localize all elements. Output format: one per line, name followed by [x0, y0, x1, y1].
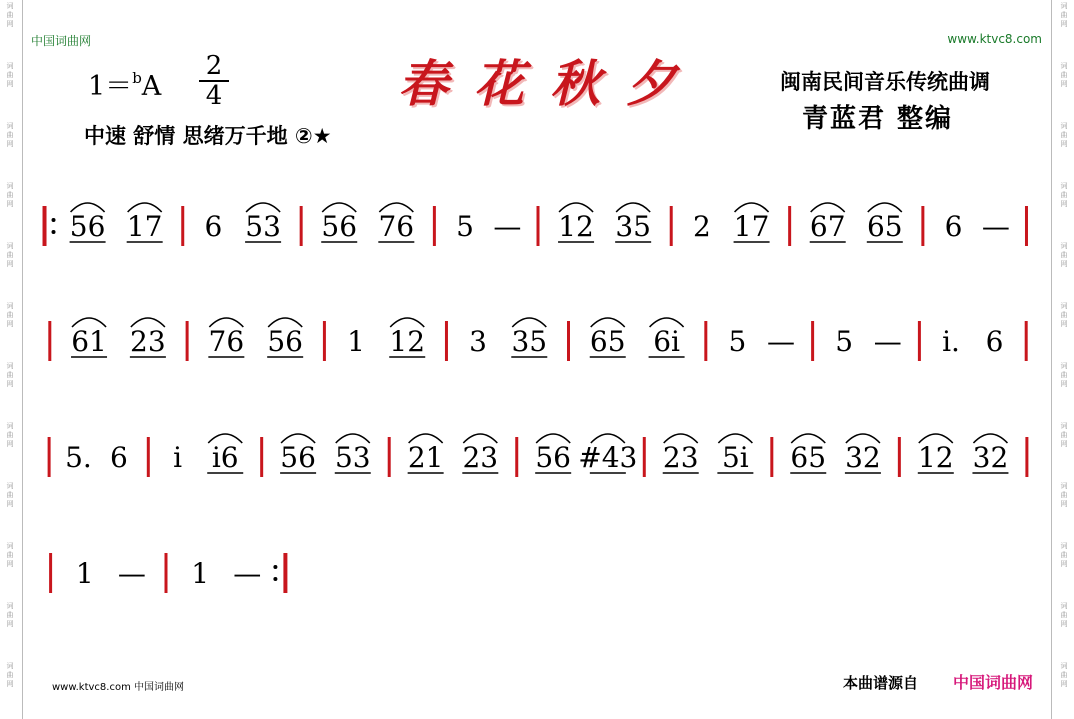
song-arranger: 青蓝君 整编: [802, 104, 954, 134]
song-title: 春花秋夕: [398, 54, 702, 113]
note: 3: [469, 325, 487, 358]
watermark-mark: 词 曲 网: [6, 482, 14, 508]
note: —: [981, 210, 1010, 243]
note: 65: [589, 325, 626, 358]
note: 1: [75, 557, 94, 590]
note: 56: [69, 210, 106, 243]
song-origin: 闽南民间音乐传统曲调: [780, 70, 990, 94]
note: —: [493, 210, 522, 243]
score-line: [45, 203, 1027, 246]
note: 12: [389, 325, 426, 358]
note: —: [767, 325, 796, 358]
watermark-mark: 词 曲 网: [6, 602, 14, 628]
note: 5i: [721, 441, 749, 474]
site-url-top-right: www.ktvc8.com: [947, 32, 1042, 46]
repeat-dot: [273, 565, 277, 569]
note: 12: [917, 441, 954, 474]
watermark-mark: 词 曲 网: [6, 302, 14, 328]
note: 35: [615, 210, 651, 243]
key-note: A: [141, 71, 162, 102]
note: i6: [211, 441, 239, 474]
repeat-dot: [273, 577, 277, 581]
watermark-mark: 词 曲 网: [6, 542, 14, 568]
note: 76: [378, 210, 415, 243]
note: 32: [845, 441, 881, 474]
watermark-mark: 词 曲 网: [6, 362, 14, 388]
note: 5: [835, 325, 854, 358]
watermark-mark: 词 曲 网: [1060, 422, 1068, 448]
note: 1: [347, 325, 365, 358]
note: 17: [733, 210, 770, 243]
note: 53: [245, 210, 281, 243]
watermark-mark: 词 曲 网: [1060, 602, 1068, 628]
note: 56: [321, 210, 358, 243]
time-signature-bottom: 4: [205, 81, 223, 111]
note: i.: [942, 325, 960, 358]
note: 12: [558, 210, 594, 243]
note: 6i: [653, 325, 680, 358]
key-accidental: b: [132, 69, 142, 87]
note: 65: [790, 441, 827, 474]
note: 32: [972, 441, 1009, 474]
note: —: [873, 325, 902, 358]
watermark-mark: 词 曲 网: [6, 242, 14, 268]
watermark-mark: 词 曲 网: [6, 62, 14, 88]
note: 6: [110, 441, 128, 474]
watermark-mark: 词 曲 网: [1060, 482, 1068, 508]
watermark-mark: 词 曲 网: [6, 182, 14, 208]
note: 6: [944, 210, 963, 243]
note: i: [173, 441, 183, 474]
watermark-mark: 词 曲 网: [6, 2, 14, 28]
note: 56: [535, 441, 572, 474]
score-line: [49, 434, 1027, 477]
watermark-mark: 词 曲 网: [6, 422, 14, 448]
note: 21: [407, 441, 444, 474]
footer-site: www.ktvc8.com 中国词曲网: [52, 682, 185, 693]
note: 23: [130, 325, 166, 358]
note: 76: [208, 325, 245, 358]
note: #43: [578, 441, 638, 474]
note: 65: [866, 210, 903, 243]
note: 67: [809, 210, 846, 243]
watermark-mark: 词 曲 网: [1060, 362, 1068, 388]
watermark-mark: 词 曲 网: [1060, 182, 1068, 208]
note: 5.: [65, 441, 92, 474]
note: 5: [728, 325, 747, 358]
note: 2: [692, 210, 711, 243]
note: 53: [334, 441, 371, 474]
watermark-mark: 词 曲 网: [1060, 662, 1068, 688]
watermark-mark: 词 曲 网: [6, 662, 14, 688]
watermark-mark: 词 曲 网: [1060, 2, 1068, 28]
watermark-mark: 词 曲 网: [1060, 62, 1068, 88]
watermark-mark: 词 曲 网: [1060, 302, 1068, 328]
source-label: 本曲谱源自: [843, 674, 919, 692]
score-line: [51, 553, 286, 593]
watermark-mark: 词 曲 网: [1060, 242, 1068, 268]
note: —: [233, 557, 262, 590]
time-signature-top: 2: [205, 51, 223, 81]
note: 17: [126, 210, 163, 243]
site-name-top-left: 中国词曲网: [31, 34, 92, 48]
note: 6: [985, 325, 1004, 358]
repeat-dot: [52, 230, 56, 234]
note: 6: [204, 210, 223, 243]
note: —: [117, 557, 146, 590]
tempo-marking: 中速 舒情 思绪万千地 ②★: [84, 124, 332, 148]
note: 61: [71, 325, 107, 358]
note: 5: [456, 210, 474, 243]
note: 56: [267, 325, 304, 358]
watermark-mark: 词 曲 网: [1060, 542, 1068, 568]
score-line: [50, 318, 1026, 361]
note: 35: [511, 325, 548, 358]
note: 23: [662, 441, 699, 474]
note: 23: [462, 441, 499, 474]
note: 56: [280, 441, 316, 474]
note: 1: [191, 557, 210, 590]
watermark-mark: 词 曲 网: [1060, 122, 1068, 148]
source-site-link[interactable]: 中国词曲网: [953, 673, 1034, 692]
repeat-dot: [52, 218, 56, 222]
key-prefix: 1＝: [88, 71, 133, 102]
watermark-mark: 词 曲 网: [6, 122, 14, 148]
